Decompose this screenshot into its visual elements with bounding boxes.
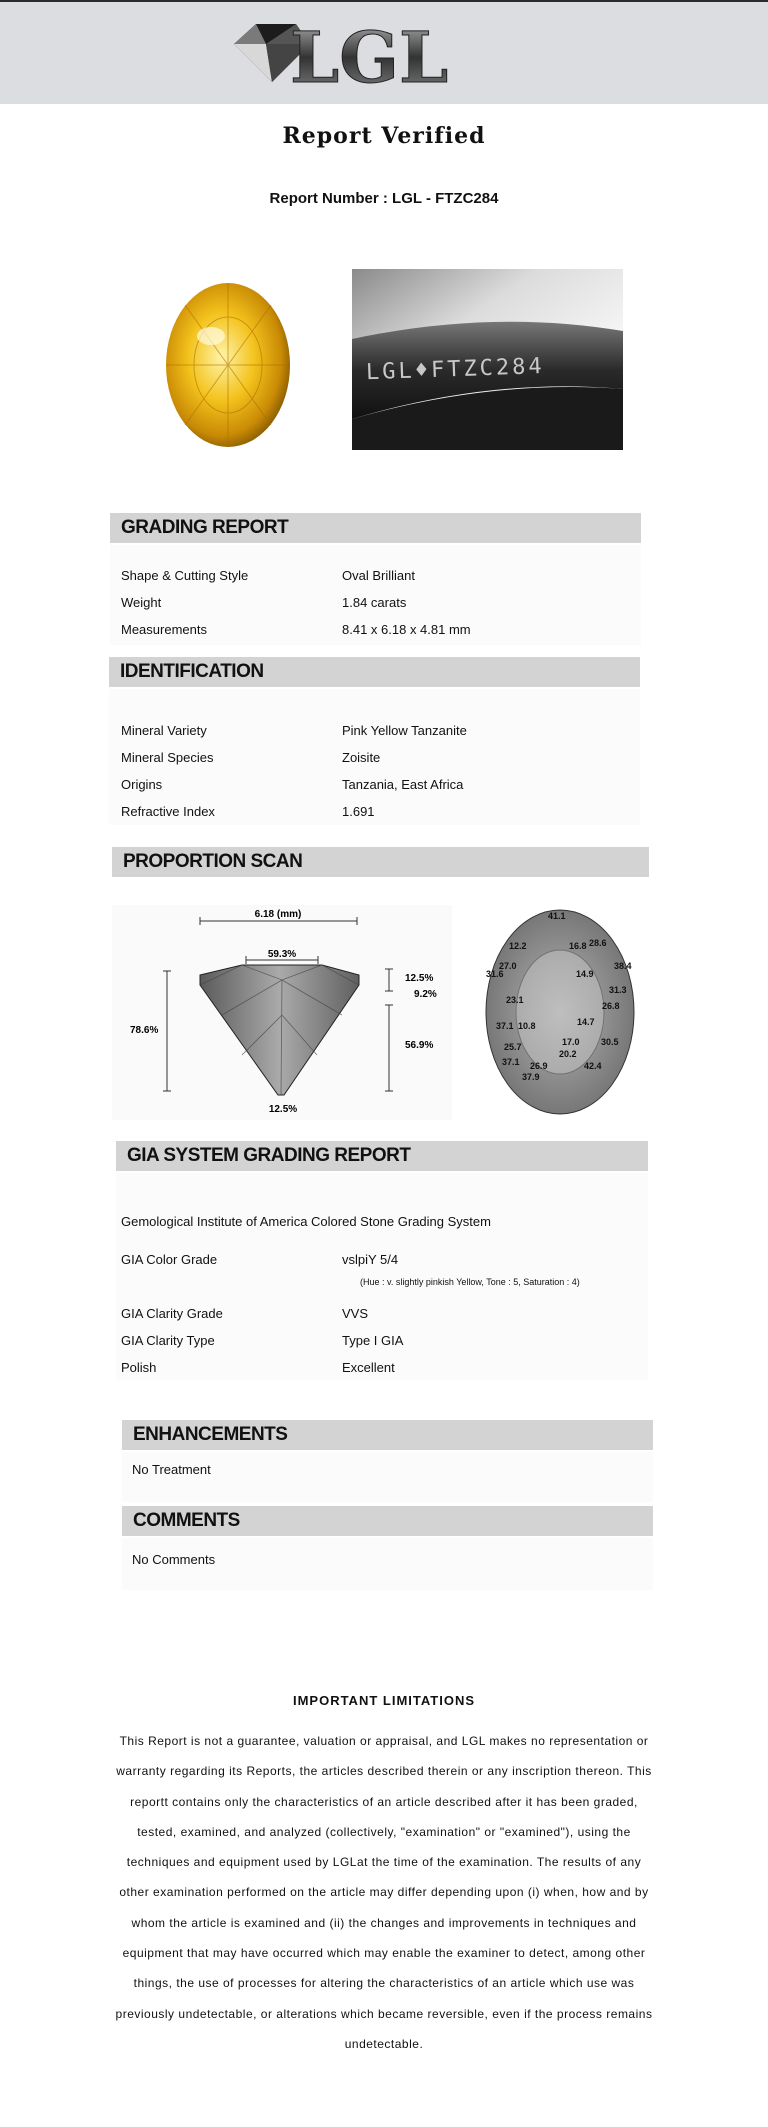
lgl-logo [232,16,492,96]
facet-value-label: 38.4 [614,961,632,971]
table-label: 59.3% [267,949,297,960]
polish-value: Excellent [342,1360,395,1375]
limitations-title: IMPORTANT LIMITATIONS [292,1693,476,1708]
origins-value: Tanzania, East Africa [342,777,464,792]
gia-color-value: vslpiY 5/4 [342,1252,399,1267]
limitations-text: This Report is not a guarantee, valuation or appraisal, and LGL makes no representation or warranty regarding its Reports, the articles described therein or any inscription thereon. This reportt contains only the characteristics of an article described after it has been graded, tested, examined, and analyzed (collectively, "examination" or "examined"), using the techniques and equipment used by LGLat the time of the examination. The results of any other examination performed on the article may differ depending upon (i) when, how and by whom the article is examined and (ii) the changes and improvements in techniques and equipment that may have occurred which may enable the examiner to detect, among other things, the use of processes for altering the characteristics of an article which use was previously undetectable, or alterations which became reversible, even if the process remains undetectable. [115,1734,653,2051]
proportion-scan-header [112,847,649,877]
crown-label: 12.5% [405,973,434,984]
mineral-variety-label: Mineral Variety [121,723,207,738]
enhancements-title: ENHANCEMENTS [133,1424,288,1445]
top-view-diagram [474,905,646,1120]
facet-value-label: 25.7 [504,1042,522,1052]
weight-value: 1.84 carats [342,595,407,610]
enhancements-header [122,1420,653,1450]
facet-value-label: 37.1 [496,1021,514,1031]
facet-value-label: 12.2 [509,941,527,951]
girdle-inscription-photo [352,269,623,450]
gemstone-image [133,270,323,460]
facet-value-label: 16.8 [569,941,587,951]
facet-value-label: 42.4 [584,1061,602,1071]
shape-label: Shape & Cutting Style [121,568,249,583]
facet-value-label: 37.9 [522,1072,540,1082]
girdle-label: 9.2% [414,989,437,1000]
facet-value-label: 31.6 [486,969,504,979]
comments-text: No Comments [132,1552,216,1567]
mineral-variety-value: Pink Yellow Tanzanite [342,723,467,738]
depth-label: 78.6% [130,1025,159,1036]
refractive-index-label: Refractive Index [121,804,215,819]
refractive-index-value: 1.691 [342,804,375,819]
facet-value-label: 23.1 [506,995,524,1005]
mineral-species-label: Mineral Species [121,750,214,765]
gia-clarity-type-value: Type I GIA [342,1333,404,1348]
gia-clarity-label: GIA Clarity Grade [121,1306,223,1321]
shape-value: Oval Brilliant [342,568,415,583]
width-label: 6.18 (mm) [254,909,302,920]
facet-value-label: 28.6 [589,938,607,948]
comments-header [122,1506,653,1536]
identification-title: IDENTIFICATION [120,661,264,682]
gia-clarity-value: VVS [342,1306,369,1321]
grading-report-header [110,513,641,543]
mineral-species-value: Zoisite [342,750,381,765]
facet-value-label: 30.5 [601,1037,619,1047]
side-profile-diagram [112,905,452,1120]
facet-value-label: 20.2 [559,1049,577,1059]
facet-value-label: 14.9 [576,969,594,979]
weight-label: Weight [121,595,162,610]
inscription-text: LGL♦FTZC284 [365,353,546,386]
facet-value-label: 27.0 [499,961,517,971]
facet-value-label: 31.3 [609,985,627,995]
gia-clarity-type-label: GIA Clarity Type [121,1333,215,1348]
measurements-label: Measurements [121,622,207,637]
gia-subtitle: Gemological Institute of America Colored Stone Grading System [121,1214,491,1229]
gia-color-note: (Hue : v. slightly pinkish Yellow, Tone : 5, Saturation : 4) [360,1277,580,1287]
page-title: Report Verified [282,123,486,149]
logo-text: LGL [290,16,449,96]
grading-report-title: GRADING REPORT [121,517,289,538]
proportion-scan-title: PROPORTION SCAN [123,851,303,872]
facet-value-label: 26.9 [530,1061,548,1071]
gia-report-title: GIA SYSTEM GRADING REPORT [127,1145,411,1166]
facet-value-label: 14.7 [577,1017,595,1027]
header-bar [0,0,768,104]
enhancements-panel [122,1452,653,1502]
enhancements-text: No Treatment [132,1462,211,1477]
report-number: Report Number : LGL - FTZC284 [269,190,499,207]
gia-color-label: GIA Color Grade [121,1252,218,1267]
facet-value-label: 37.1 [502,1057,520,1067]
facet-value-label: 26.8 [602,1001,620,1011]
facet-value-label: 17.0 [562,1037,580,1047]
facet-value-label: 10.8 [518,1021,536,1031]
gia-report-header [116,1141,648,1171]
identification-header [109,657,640,687]
pavilion-label: 56.9% [405,1040,434,1051]
measurements-value: 8.41 x 6.18 x 4.81 mm [342,622,471,637]
polish-label: Polish [121,1360,157,1375]
comments-title: COMMENTS [133,1510,240,1531]
culet-label: 12.5% [268,1104,298,1115]
origins-label: Origins [121,777,163,792]
facet-value-label: 41.1 [548,911,566,921]
